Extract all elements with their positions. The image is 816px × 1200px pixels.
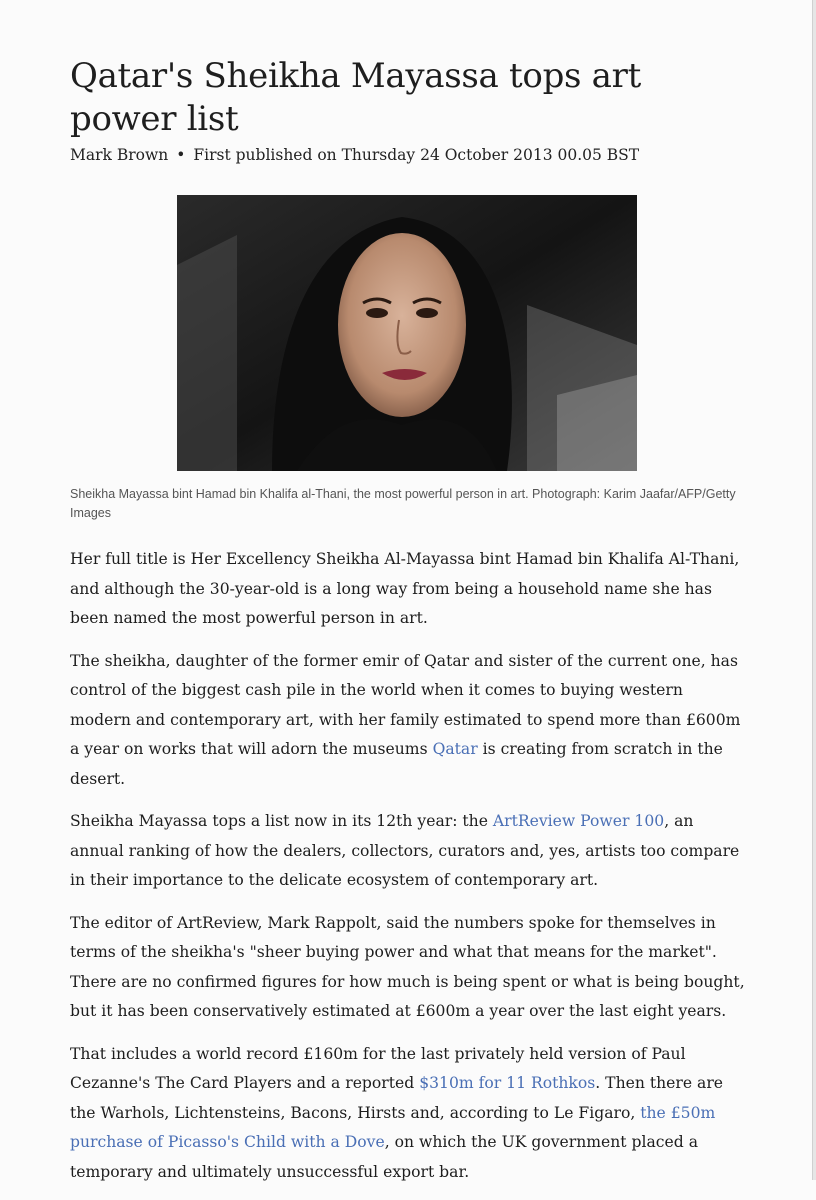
window-right-edge [812, 0, 816, 1180]
link-qatar[interactable]: Qatar [432, 740, 478, 758]
paragraph-text: That includes a world record £160m for the last privately held version of Paul Cezanne's The Card Players and a reported [70, 1044, 686, 1092]
paragraph-text: , an annual ranking of how the dealers, collectors, curators and, yes, artists too compare in their importance to the delicate ecosystem of contemporary art. [70, 812, 740, 889]
paragraph [70, 807, 746, 896]
paragraph [70, 1040, 746, 1188]
link-rothkos[interactable]: $310m for 11 Rothkos [419, 1074, 596, 1092]
paragraph-text: is creating from scratch in the desert. [70, 740, 723, 788]
article-body [70, 545, 746, 1200]
byline-separator: • [176, 146, 186, 164]
publish-date: First published on Thursday 24 October 2013 00.05 BST [193, 146, 640, 164]
article-photo [177, 195, 637, 471]
paragraph [70, 909, 746, 1027]
paragraph [70, 647, 746, 795]
byline [70, 144, 746, 166]
link-picasso-purchase[interactable]: the £50m purchase of Picasso's Child with a Dove [70, 1103, 716, 1151]
paragraph-text: Her full title is Her Excellency Sheikha Al-Mayassa bint Hamad bin Khalifa Al-Thani, and although the 30-year-old is a long way from being a household name she has been named the most powerful person in art. [70, 550, 740, 627]
link-artreview-power-100[interactable]: ArtReview Power 100 [492, 812, 665, 830]
paragraph-text: The sheikha, daughter of the former emir of Qatar and sister of the current one, has control of the biggest cash pile in the world when it comes to buying western modern and contemporary art, with her family estimated to spend more than £600m a year on works that will adorn the museums [70, 651, 741, 758]
portrait-image [177, 195, 637, 471]
paragraph-text: Sheikha Mayassa tops a list now in its 12th year: the [70, 812, 493, 830]
paragraph [70, 545, 746, 634]
paragraph-text: . Then there are the Warhols, Lichtensteins, Bacons, Hirsts and, according to Le Figaro, [70, 1074, 724, 1122]
paragraph-text: , on which the UK government placed a temporary and ultimately unsuccessful export bar. [70, 1133, 698, 1181]
paragraph-text: The editor of ArtReview, Mark Rappolt, said the numbers spoke for themselves in terms of the sheikha's "sheer buying power and what that means for the market". There are no confirmed figures for how much is being spent or what is being bought, but it has been conservatively estimated at £600m a year over the last eight years. [70, 913, 745, 1020]
article-title: Qatar's Sheikha Mayassa tops art power list [70, 56, 641, 139]
photo-caption: Sheikha Mayassa bint Hamad bin Khalifa al-Thani, the most powerful person in art. Photograph: Karim Jaafar/AFP/Getty Images [70, 487, 736, 520]
author-name: Mark Brown [70, 146, 169, 164]
